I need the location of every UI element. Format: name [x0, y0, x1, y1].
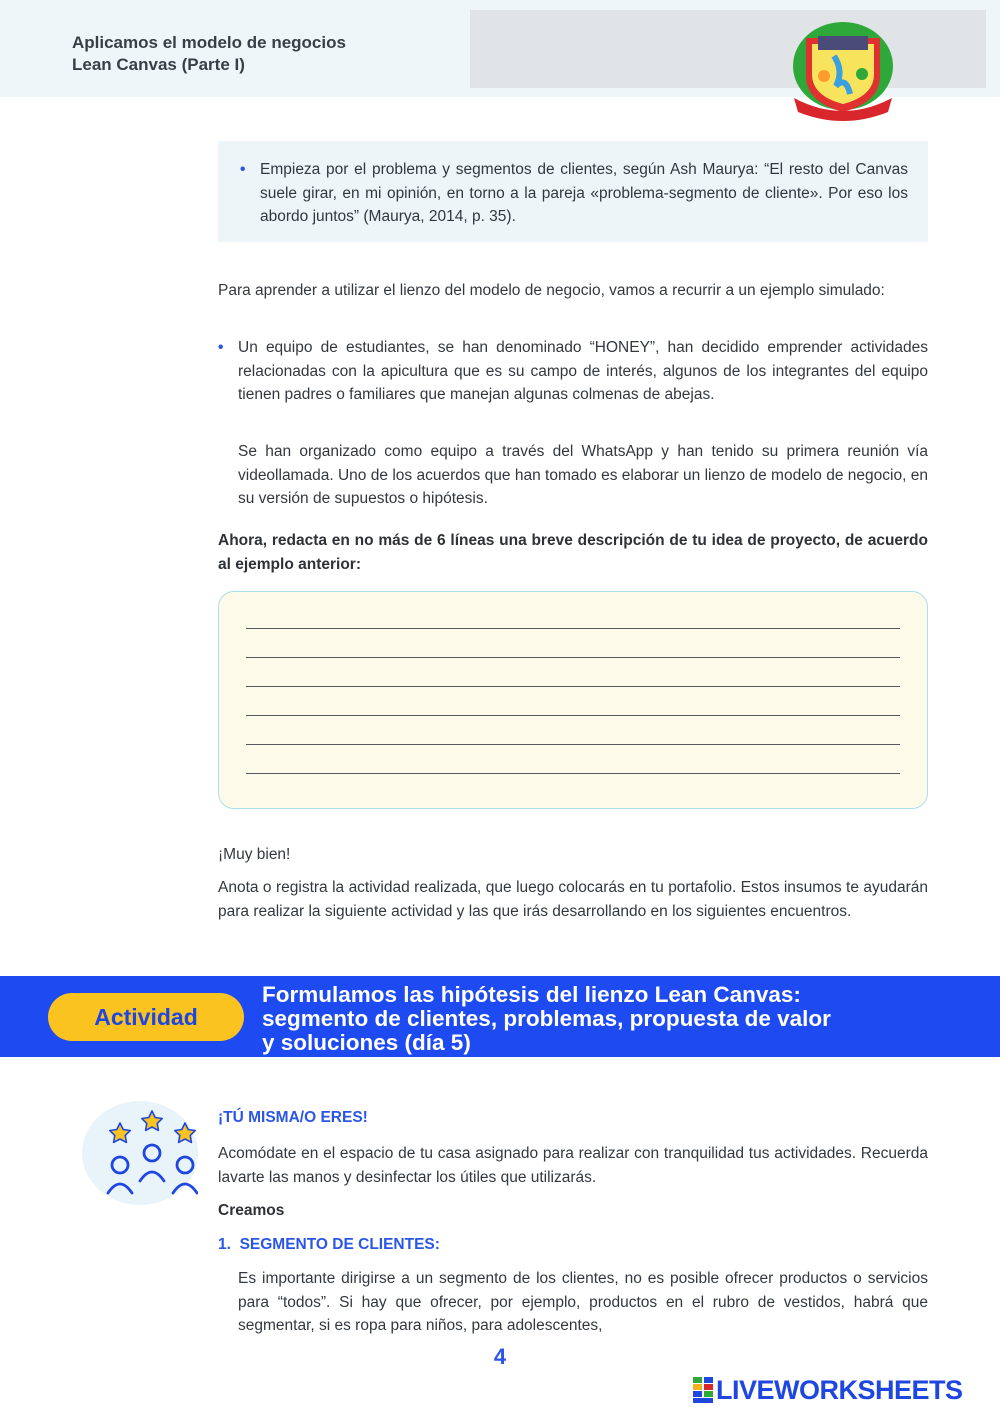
segment-heading — [218, 1233, 928, 1257]
quote-bullet — [240, 158, 908, 229]
answer-line[interactable] — [246, 628, 900, 629]
page-number: 4 — [493, 1344, 507, 1369]
example-followup: Se han organizado como equipo a través del WhatsApp y han tenido su primera reunión vía videollamada. Uno de los acuerdos que han tomado es elaborar un lienzo de modelo de negocio, en su versión de supuestos o hipótesis. — [238, 443, 928, 507]
task-instruction: Ahora, redacta en no más de 6 líneas una breve descripción de tu idea de proyecto, de acuerdo al ejemplo anterior: — [218, 532, 928, 573]
example-bullet — [218, 336, 928, 407]
answer-line[interactable] — [246, 744, 900, 745]
school-crest-icon — [784, 16, 902, 122]
answer-box[interactable] — [218, 591, 928, 809]
segment-text: Es importante dirigirse a un segmento de los clientes, no es posible ofrecer productos o servicios para “todos”. Si hay que ofrecer, por ejemplo, productos en el rubro de vestidos, habrá que segmentar, si es ropa para niños, para adolescentes, — [238, 1270, 928, 1334]
liveworksheets-logo[interactable] — [693, 1373, 963, 1407]
segment-title: SEGMENTO DE CLIENTES: — [239, 1236, 440, 1253]
section-heading: ¡TÚ MISMA/O ERES! — [218, 1109, 368, 1126]
liveworksheets-brand: LIVEWORKSHEETS — [716, 1374, 963, 1405]
praise-text: ¡Muy bien! — [218, 846, 291, 863]
header-title — [72, 32, 346, 76]
team-stars-icon — [82, 1101, 198, 1205]
answer-line[interactable] — [246, 715, 900, 716]
example-bullet-text: Un equipo de estudiantes, se han denominado “HONEY”, han decidido emprender actividades relacionadas con la apicultura que es su campo de interés, algunos de los integrantes del equipo tienen padres o familiares que manejan algunas colmenas de abejas. — [238, 339, 928, 403]
header-title-line2: Lean Canvas (Parte I) — [72, 55, 245, 74]
header-gray-box — [470, 10, 986, 88]
answer-line[interactable] — [246, 773, 900, 774]
activity-title-line1: Formulamos las hipótesis del lienzo Lean Canvas: — [262, 982, 801, 1007]
section-intro: Acomódate en el espacio de tu casa asignado para realizar con tranquilidad tus actividades. Recuerda lavarte las manos y desinfectar los útiles que utilizarás. — [218, 1145, 928, 1186]
quote-box — [218, 141, 928, 242]
activity-label: Actividad — [48, 993, 244, 1041]
activity-title-line3: y soluciones (día 5) — [262, 1030, 471, 1055]
answer-line[interactable] — [246, 686, 900, 687]
header-title-line1: Aplicamos el modelo de negocios — [72, 33, 346, 52]
bullet-dot: • — [218, 339, 224, 356]
segment-number: 1. — [218, 1236, 231, 1253]
portfolio-note: Anota o registra la actividad realizada, que luego colocarás en tu portafolio. Estos insumos te ayudarán para realizar la siguiente actividad y las que irás desarrollando en los siguientes encuentros. — [218, 879, 928, 920]
quote-text: Empieza por el problema y segmentos de clientes, según Ash Maurya: “El resto del Canvas suele girar, en mi opinión, en torno a la pareja «problema-segmento de cliente». Por eso los abordo juntos” (Maurya, 2014, p. 35). — [260, 161, 908, 225]
activity-title — [262, 983, 982, 1055]
activity-title-line2: segmento de clientes, problemas, propuesta de valor — [262, 1006, 831, 1031]
section-subheading: Creamos — [218, 1202, 285, 1219]
answer-line[interactable] — [246, 657, 900, 658]
liveworksheets-mark-icon — [693, 1377, 713, 1403]
bullet-dot: • — [240, 161, 246, 178]
intro-paragraph: Para aprender a utilizar el lienzo del modelo de negocio, vamos a recurrir a un ejemplo simulado: — [218, 282, 885, 299]
